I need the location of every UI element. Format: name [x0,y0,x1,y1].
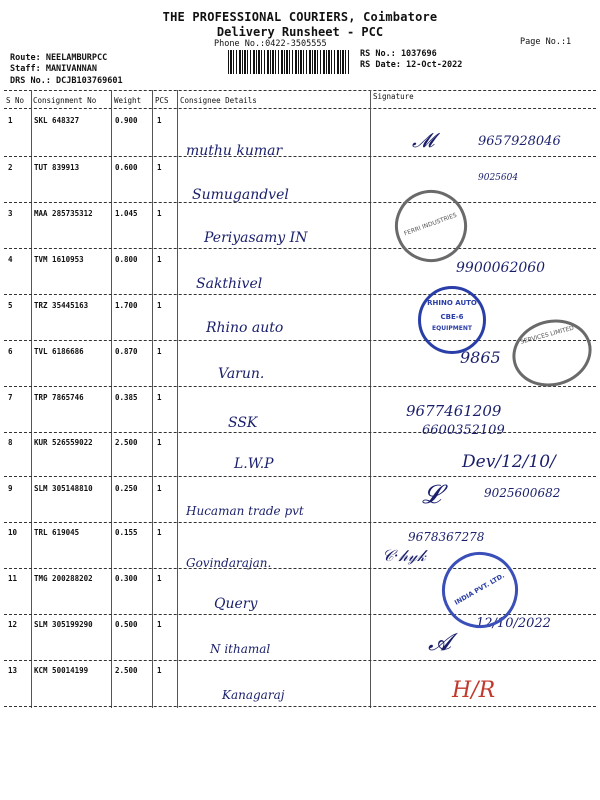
col-consignee: Consignee Details [180,96,257,105]
drs-number: DRS No.: DCJB103769601 [10,76,123,86]
row-consignment: TRP 7865746 [34,393,84,402]
row-weight: 0.500 [115,620,138,629]
row-rule [4,386,596,387]
row-sno: 2 [8,163,13,172]
row-consignee-handwritten: Kanagaraj [222,688,285,702]
rhino-auto-stamp [418,286,486,354]
row-sno: 7 [8,393,13,402]
phone-number: Phone No.:0422-3505555 [214,39,327,49]
rs-date: RS Date: 12-Oct-2022 [360,60,463,70]
row-weight: 1.045 [115,209,138,218]
row-consignment: MAA 285735312 [34,209,93,218]
row-signature-mark: 𝓜 [412,128,435,152]
row-sno: 10 [8,528,18,537]
row-sno: 8 [8,438,13,447]
row-weight: 0.800 [115,255,138,264]
india-stamp-text: INDIA PVT. LTD. [453,571,506,607]
row-consignee-handwritten: L.W.P [234,456,274,472]
row-consignee-handwritten: Varun. [218,366,265,382]
row-consignee-handwritten: N ithamal [210,642,271,656]
document-title: Delivery Runsheet - PCC [216,25,384,39]
row-pcs: 1 [157,255,162,264]
company-name: THE PROFESSIONAL COURIERS, Coimbatore [162,10,438,24]
row-signature-mark: 𝓛 [422,480,441,510]
column-divider [111,90,112,708]
ferri-stamp-text: FERRI INDUSTRIES [403,211,458,238]
row-sno: 4 [8,255,13,264]
row-consignment: TVM 1610953 [34,255,84,264]
col-signature: Signature [373,92,414,101]
row-weight: 0.300 [115,574,138,583]
row-consignment: KCM 50014199 [34,666,89,675]
col-pcs: PCS [155,96,169,105]
row-weight: 0.600 [115,163,138,172]
row-pcs: 1 [157,484,162,493]
row-consignee-handwritten: SSK [228,415,258,431]
row-rule [4,476,596,477]
row-sno: 5 [8,301,13,310]
row-consignment: KUR 526559022 [34,438,93,447]
row-weight: 0.870 [115,347,138,356]
row-signature-phone: 9677461209 [406,402,502,420]
row-consignee-handwritten: muthu kumar [186,143,283,159]
row-consignee-handwritten: Query [214,596,258,612]
row-rule [4,202,596,203]
row-consignee-handwritten: Sumugandvel [192,187,289,203]
row-signature-phone: 6600352109 [422,423,505,438]
row-weight: 0.385 [115,393,138,402]
row-rule [4,156,596,157]
row-signature-mark: 𝒞·𝒽𝓎𝓀 [382,546,426,565]
row-consignment: TRL 619045 [34,528,80,537]
row-consignee-handwritten: Periyasamy IN [204,230,308,246]
row-consignment: SLM 305199290 [34,620,93,629]
row-weight: 2.500 [115,666,138,675]
row-weight: 0.900 [115,116,138,125]
row-consignment: SLM 305148810 [34,484,93,493]
row-pcs: 1 [157,393,162,402]
row-weight: 0.250 [115,484,138,493]
row-rule [4,660,596,661]
row-signature-phone: 9900062060 [456,260,546,276]
staff-label: Staff: MANIVANNAN [10,64,97,74]
row-rule [4,432,596,433]
column-divider [152,90,153,708]
row-signature-phone: 9865 [460,348,501,367]
row-consignee-handwritten: Rhino auto [206,320,284,336]
row-signature-hr: H/R [452,678,496,703]
services-stamp [505,311,599,395]
row-sno: 11 [8,574,18,583]
rhino-stamp-line3: EQUIPMENT [432,325,472,332]
row-signature-phone: 9657928046 [478,134,561,149]
row-pcs: 1 [157,666,162,675]
route-label: Route: NEELAMBURPCC [10,53,108,63]
row-pcs: 1 [157,620,162,629]
row-signature-phone: 9678367278 [408,530,485,544]
rhino-stamp-line2: CBE-6 [440,313,464,321]
row-sno: 1 [8,116,13,125]
rs-number: RS No.: 1037696 [360,49,437,59]
services-stamp-text: SERVICES LIMITED [519,324,575,346]
row-signature-mark: 𝓐 [428,628,452,656]
row-pcs: 1 [157,163,162,172]
col-sno: S No [6,96,25,105]
row-consignee-handwritten: Govindarajan. [186,556,272,570]
ferri-stamp [385,180,477,272]
page-number: Page No.:1 [520,37,572,47]
row-pcs: 1 [157,209,162,218]
row-pcs: 1 [157,301,162,310]
row-pcs: 1 [157,574,162,583]
row-signature-phone: 9025604 [478,173,519,183]
row-consignment: TUT 839913 [34,163,80,172]
row-pcs: 1 [157,528,162,537]
row-pcs: 1 [157,347,162,356]
row-sno: 12 [8,620,18,629]
row-signature-date: 12/10/2022 [476,616,551,631]
row-pcs: 1 [157,438,162,447]
row-sno: 3 [8,209,13,218]
row-weight: 1.700 [115,301,138,310]
column-divider [177,90,178,708]
row-consignee-handwritten: Hucaman trade pvt [186,504,304,518]
row-rule [4,706,596,707]
row-weight: 2.500 [115,438,138,447]
row-consignment: TVL 6186686 [34,347,84,356]
row-rule [4,340,596,341]
row-sno: 6 [8,347,13,356]
header-bottom-rule [4,108,596,109]
row-rule [4,294,596,295]
row-consignment: TRZ 35445163 [34,301,89,310]
row-pcs: 1 [157,116,162,125]
row-rule [4,522,596,523]
row-sno: 13 [8,666,18,675]
rhino-stamp-line1: RHINO AUTO [427,299,477,307]
row-signature-date: Dev/12/10/ [462,452,556,472]
column-divider [31,90,32,708]
row-consignment: TMG 200288202 [34,574,93,583]
column-divider [370,90,371,708]
row-sno: 9 [8,484,13,493]
col-consignment: Consignment No [33,96,97,105]
row-rule [4,248,596,249]
col-weight: Weight [114,96,142,105]
row-signature-phone: 9025600682 [484,486,561,500]
row-consignment: SKL 648327 [34,116,80,125]
row-weight: 0.155 [115,528,138,537]
barcode [228,50,350,74]
row-consignee-handwritten: Sakthivel [196,276,263,292]
header-top-rule [4,90,596,91]
